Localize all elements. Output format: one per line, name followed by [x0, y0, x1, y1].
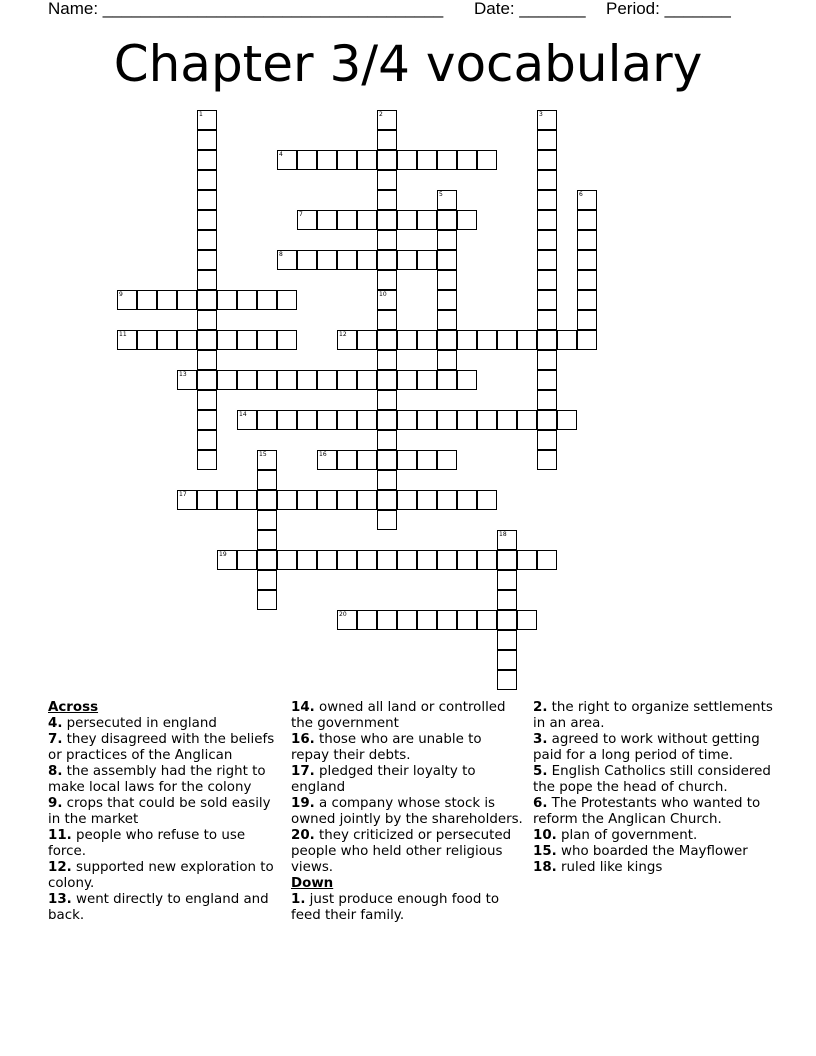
grid-cell[interactable]	[377, 370, 397, 390]
grid-cell[interactable]	[497, 630, 517, 650]
grid-cell[interactable]	[537, 130, 557, 150]
cell-number: 2	[379, 111, 383, 118]
grid-cell[interactable]	[197, 150, 217, 170]
grid-cell[interactable]	[257, 330, 277, 350]
cell-number: 11	[119, 331, 127, 338]
grid-cell[interactable]	[317, 370, 337, 390]
clue-across-17: 17. pledged their loyalty to england	[291, 764, 476, 795]
grid-cell[interactable]	[297, 410, 317, 430]
grid-cell[interactable]	[557, 410, 577, 430]
grid-cell[interactable]	[277, 370, 297, 390]
grid-cell[interactable]	[277, 330, 297, 350]
grid-cell[interactable]	[137, 330, 157, 350]
grid-cell[interactable]	[197, 350, 217, 370]
clue-across-16: 16. those who are unable to repay their debts.	[291, 732, 482, 763]
grid-cell[interactable]	[577, 310, 597, 330]
clue-down-5: 5. English Catholics still considered the pope the head of church.	[533, 764, 771, 795]
grid-cell[interactable]	[337, 450, 357, 470]
grid-cell[interactable]	[497, 570, 517, 590]
grid-cell[interactable]	[377, 250, 397, 270]
grid-cell[interactable]	[337, 250, 357, 270]
grid-cell[interactable]	[397, 550, 417, 570]
grid-cell[interactable]	[537, 430, 557, 450]
clue-across-7: 7. they disagreed with the beliefs or practices of the Anglican	[48, 732, 275, 763]
grid-cell[interactable]	[437, 490, 457, 510]
grid-cell[interactable]	[377, 450, 397, 470]
grid-cell[interactable]	[197, 210, 217, 230]
grid-cell[interactable]	[457, 370, 477, 390]
grid-cell[interactable]	[417, 250, 437, 270]
clue-across-19: 19. a company whose stock is owned jointly by the shareholders.	[291, 796, 523, 827]
grid-cell[interactable]	[377, 430, 397, 450]
grid-cell[interactable]	[397, 150, 417, 170]
grid-cell[interactable]	[517, 610, 537, 630]
grid-cell[interactable]	[417, 150, 437, 170]
grid-cell[interactable]	[377, 470, 397, 490]
grid-cell[interactable]	[397, 330, 417, 350]
grid-cell[interactable]	[197, 110, 217, 130]
clue-down-10: 10. plan of government.	[533, 828, 698, 843]
grid-cell[interactable]	[197, 230, 217, 250]
grid-cell[interactable]	[257, 410, 277, 430]
grid-cell[interactable]	[377, 390, 397, 410]
grid-cell[interactable]	[257, 510, 277, 530]
grid-cell[interactable]	[317, 150, 337, 170]
grid-cell[interactable]	[537, 310, 557, 330]
grid-cell[interactable]	[397, 410, 417, 430]
cell-number: 8	[279, 251, 283, 258]
grid-cell[interactable]	[497, 330, 517, 350]
grid-cell[interactable]	[577, 210, 597, 230]
cell-number: 14	[239, 411, 247, 418]
grid-cell[interactable]	[397, 450, 417, 470]
grid-cell[interactable]	[297, 210, 317, 230]
grid-cell[interactable]	[497, 610, 517, 630]
grid-cell[interactable]	[437, 550, 457, 570]
grid-cell[interactable]	[537, 330, 557, 350]
grid-cell[interactable]	[517, 410, 537, 430]
grid-cell[interactable]	[377, 150, 397, 170]
grid-cell[interactable]	[497, 650, 517, 670]
grid-cell[interactable]	[517, 330, 537, 350]
date-field-label[interactable]: Date: _______	[474, 0, 586, 18]
grid-cell[interactable]	[317, 550, 337, 570]
grid-cell[interactable]	[437, 250, 457, 270]
clues-column-2	[291, 700, 523, 924]
grid-cell[interactable]	[417, 610, 437, 630]
grid-cell[interactable]	[577, 250, 597, 270]
clue-across-13: 13. went directly to england and back.	[48, 892, 269, 923]
grid-cell[interactable]	[277, 490, 297, 510]
grid-cell[interactable]	[537, 250, 557, 270]
grid-cell[interactable]	[437, 370, 457, 390]
grid-cell[interactable]	[437, 310, 457, 330]
cell-number: 19	[219, 551, 227, 558]
grid-cell[interactable]	[417, 490, 437, 510]
grid-cell[interactable]	[577, 190, 597, 210]
grid-cell[interactable]	[457, 210, 477, 230]
grid-cell[interactable]	[177, 330, 197, 350]
cell-number: 6	[579, 191, 583, 198]
cell-number: 5	[439, 191, 443, 198]
grid-cell[interactable]	[437, 290, 457, 310]
grid-cell[interactable]	[357, 450, 377, 470]
grid-cell[interactable]	[577, 270, 597, 290]
grid-cell[interactable]	[417, 330, 437, 350]
grid-cell[interactable]	[397, 250, 417, 270]
clues-column-1	[48, 700, 284, 924]
grid-cell[interactable]	[397, 490, 417, 510]
cell-number: 17	[179, 491, 187, 498]
grid-cell[interactable]	[577, 290, 597, 310]
grid-cell[interactable]	[337, 210, 357, 230]
grid-cell[interactable]	[537, 550, 557, 570]
grid-cell[interactable]	[497, 530, 517, 550]
grid-cell[interactable]	[477, 330, 497, 350]
grid-cell[interactable]	[337, 550, 357, 570]
grid-cell[interactable]	[537, 110, 557, 130]
cell-number: 20	[339, 611, 347, 618]
grid-cell[interactable]	[437, 330, 457, 350]
grid-cell[interactable]	[237, 550, 257, 570]
grid-cell[interactable]	[217, 370, 237, 390]
grid-cell[interactable]	[537, 370, 557, 390]
grid-cell[interactable]	[357, 490, 377, 510]
grid-cell[interactable]	[357, 210, 377, 230]
grid-cell[interactable]	[437, 410, 457, 430]
grid-cell[interactable]	[217, 550, 237, 570]
grid-cell[interactable]	[317, 490, 337, 510]
grid-cell[interactable]	[177, 490, 197, 510]
grid-cell[interactable]	[377, 110, 397, 130]
grid-cell[interactable]	[437, 210, 457, 230]
grid-cell[interactable]	[277, 550, 297, 570]
grid-cell[interactable]	[377, 490, 397, 510]
page-title: Chapter 3/4 vocabulary	[113, 35, 703, 93]
grid-cell[interactable]	[537, 270, 557, 290]
cell-number: 15	[259, 451, 267, 458]
grid-cell[interactable]	[217, 290, 237, 310]
grid-cell[interactable]	[257, 570, 277, 590]
clues-column-3	[533, 700, 773, 876]
grid-cell[interactable]	[297, 250, 317, 270]
grid-cell[interactable]	[257, 490, 277, 510]
clue-down-15: 15. who boarded the Mayflower	[533, 844, 748, 859]
grid-cell[interactable]	[537, 230, 557, 250]
clue-across-8: 8. the assembly had the right to make local laws for the colony	[48, 764, 266, 795]
grid-cell[interactable]	[537, 450, 557, 470]
grid-cell[interactable]	[417, 210, 437, 230]
grid-cell[interactable]	[457, 490, 477, 510]
grid-cell[interactable]	[337, 370, 357, 390]
grid-cell[interactable]	[337, 490, 357, 510]
grid-cell[interactable]	[197, 290, 217, 310]
grid-cell[interactable]	[357, 410, 377, 430]
grid-cell[interactable]	[337, 410, 357, 430]
grid-cell[interactable]	[377, 290, 397, 310]
cell-number: 9	[119, 291, 123, 298]
grid-cell[interactable]	[197, 450, 217, 470]
grid-cell[interactable]	[197, 250, 217, 270]
grid-cell[interactable]	[277, 150, 297, 170]
grid-cell[interactable]	[377, 190, 397, 210]
grid-cell[interactable]	[397, 370, 417, 390]
grid-cell[interactable]	[277, 410, 297, 430]
grid-cell[interactable]	[457, 150, 477, 170]
cell-number: 4	[279, 151, 283, 158]
grid-cell[interactable]	[297, 370, 317, 390]
grid-cell[interactable]	[357, 370, 377, 390]
grid-cell[interactable]	[377, 550, 397, 570]
grid-cell[interactable]	[497, 590, 517, 610]
grid-cell[interactable]	[537, 210, 557, 230]
grid-cell[interactable]	[477, 550, 497, 570]
grid-cell[interactable]	[157, 290, 177, 310]
grid-cell[interactable]	[437, 230, 457, 250]
grid-cell[interactable]	[237, 410, 257, 430]
cell-number: 10	[379, 291, 387, 298]
grid-cell[interactable]	[457, 410, 477, 430]
down-heading: Down	[291, 876, 334, 891]
grid-cell[interactable]	[217, 490, 237, 510]
clue-down-18: 18. ruled like kings	[533, 860, 663, 875]
grid-cell[interactable]	[237, 330, 257, 350]
clue-across-4: 4. persecuted in england	[48, 716, 217, 731]
grid-cell[interactable]	[257, 530, 277, 550]
grid-cell[interactable]	[377, 350, 397, 370]
clue-down-1: 1. just produce enough food to feed their family.	[291, 892, 500, 923]
clue-across-20: 20. they criticized or persecuted people who held other religious views.	[291, 828, 512, 875]
grid-cell[interactable]	[377, 610, 397, 630]
grid-cell[interactable]	[457, 610, 477, 630]
grid-cell[interactable]	[337, 150, 357, 170]
grid-cell[interactable]	[437, 190, 457, 210]
grid-cell[interactable]	[517, 550, 537, 570]
grid-cell[interactable]	[117, 330, 137, 350]
grid-cell[interactable]	[197, 270, 217, 290]
grid-cell[interactable]	[437, 270, 457, 290]
grid-cell[interactable]	[437, 610, 457, 630]
grid-cell[interactable]	[137, 290, 157, 310]
grid-cell[interactable]	[477, 410, 497, 430]
grid-cell[interactable]	[537, 290, 557, 310]
grid-cell[interactable]	[437, 350, 457, 370]
across-heading: Across	[48, 700, 99, 715]
grid-cell[interactable]	[337, 610, 357, 630]
grid-cell[interactable]	[197, 490, 217, 510]
grid-cell[interactable]	[377, 230, 397, 250]
grid-cell[interactable]	[397, 610, 417, 630]
grid-cell[interactable]	[277, 250, 297, 270]
grid-cell[interactable]	[457, 330, 477, 350]
grid-cell[interactable]	[377, 510, 397, 530]
grid-cell[interactable]	[217, 330, 237, 350]
grid-cell[interactable]	[357, 610, 377, 630]
clue-down-6: 6. The Protestants who wanted to reform the Anglican Church.	[533, 796, 761, 827]
grid-cell[interactable]	[357, 150, 377, 170]
grid-cell[interactable]	[357, 550, 377, 570]
grid-cell[interactable]	[297, 150, 317, 170]
cell-number: 12	[339, 331, 347, 338]
grid-cell[interactable]	[357, 330, 377, 350]
cell-number: 13	[179, 371, 187, 378]
cell-number: 7	[299, 211, 303, 218]
grid-cell[interactable]	[337, 330, 357, 350]
grid-cell[interactable]	[197, 130, 217, 150]
grid-cell[interactable]	[477, 150, 497, 170]
grid-cell[interactable]	[197, 190, 217, 210]
cell-number: 1	[199, 111, 203, 118]
grid-cell[interactable]	[577, 330, 597, 350]
grid-cell[interactable]	[197, 410, 217, 430]
clue-across-9: 9. crops that could be sold easily in the market	[48, 796, 271, 827]
clue-across-14: 14. owned all land or controlled the government	[291, 700, 506, 731]
grid-cell[interactable]	[437, 450, 457, 470]
grid-cell[interactable]	[257, 290, 277, 310]
grid-cell[interactable]	[197, 390, 217, 410]
grid-cell[interactable]	[317, 450, 337, 470]
grid-cell[interactable]	[577, 230, 597, 250]
grid-cell[interactable]	[177, 370, 197, 390]
cell-number: 3	[539, 111, 543, 118]
grid-cell[interactable]	[197, 330, 217, 350]
grid-cell[interactable]	[497, 410, 517, 430]
grid-cell[interactable]	[377, 330, 397, 350]
grid-cell[interactable]	[317, 250, 337, 270]
grid-cell[interactable]	[417, 410, 437, 430]
name-field-label[interactable]: Name: ____________________________________	[48, 0, 444, 18]
grid-cell[interactable]	[257, 450, 277, 470]
grid-cell[interactable]	[117, 290, 137, 310]
grid-cell[interactable]	[237, 290, 257, 310]
grid-cell[interactable]	[417, 550, 437, 570]
grid-cell[interactable]	[257, 370, 277, 390]
grid-cell[interactable]	[357, 250, 377, 270]
grid-cell[interactable]	[377, 170, 397, 190]
grid-cell[interactable]	[157, 330, 177, 350]
grid-cell[interactable]	[377, 210, 397, 230]
grid-cell[interactable]	[197, 370, 217, 390]
grid-cell[interactable]	[177, 290, 197, 310]
grid-cell[interactable]	[537, 350, 557, 370]
period-field-label[interactable]: Period: _______	[606, 0, 731, 18]
grid-cell[interactable]	[257, 470, 277, 490]
cell-number: 18	[499, 531, 507, 538]
grid-cell[interactable]	[437, 150, 457, 170]
grid-cell[interactable]	[297, 490, 317, 510]
grid-cell[interactable]	[197, 430, 217, 450]
grid-cell[interactable]	[537, 410, 557, 430]
grid-cell[interactable]	[457, 550, 477, 570]
grid-cell[interactable]	[537, 390, 557, 410]
clue-down-2: 2. the right to organize settlements in an area.	[533, 700, 773, 731]
grid-cell[interactable]	[537, 170, 557, 190]
clue-across-11: 11. people who refuse to use force.	[48, 828, 246, 859]
grid-cell[interactable]	[497, 670, 517, 690]
grid-cell[interactable]	[397, 210, 417, 230]
grid-cell[interactable]	[197, 170, 217, 190]
grid-cell[interactable]	[377, 130, 397, 150]
grid-cell[interactable]	[377, 410, 397, 430]
clue-down-3: 3. agreed to work without getting paid for a long period of time.	[533, 732, 760, 763]
grid-cell[interactable]	[237, 370, 257, 390]
cell-number: 16	[319, 451, 327, 458]
grid-cell[interactable]	[237, 490, 257, 510]
grid-cell[interactable]	[377, 310, 397, 330]
grid-cell[interactable]	[477, 490, 497, 510]
grid-cell[interactable]	[257, 590, 277, 610]
grid-cell[interactable]	[257, 550, 277, 570]
grid-cell[interactable]	[537, 150, 557, 170]
grid-cell[interactable]	[537, 190, 557, 210]
clue-across-12: 12. supported new exploration to colony.	[48, 860, 274, 891]
grid-cell[interactable]	[197, 310, 217, 330]
grid-cell[interactable]	[297, 550, 317, 570]
grid-cell[interactable]	[377, 270, 397, 290]
grid-cell[interactable]	[417, 370, 437, 390]
grid-cell[interactable]	[317, 410, 337, 430]
grid-cell[interactable]	[317, 210, 337, 230]
grid-cell[interactable]	[497, 550, 517, 570]
grid-cell[interactable]	[417, 450, 437, 470]
grid-cell[interactable]	[477, 610, 497, 630]
grid-cell[interactable]	[557, 330, 577, 350]
grid-cell[interactable]	[277, 290, 297, 310]
